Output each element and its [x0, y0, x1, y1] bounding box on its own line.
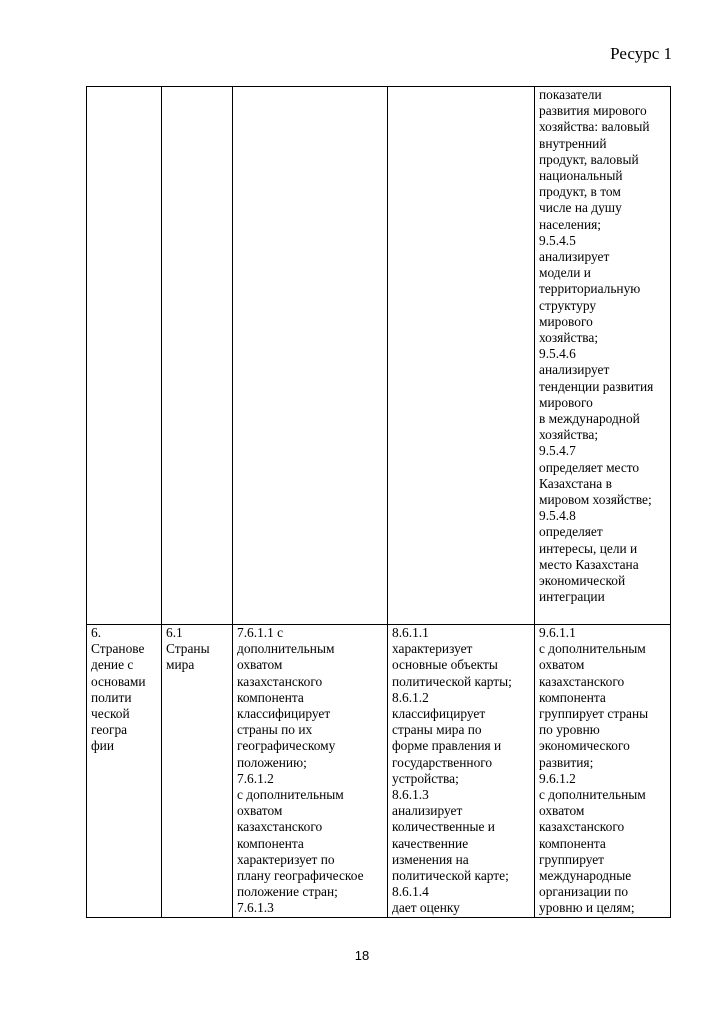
table-row — [87, 87, 671, 625]
page-number: 18 — [354, 948, 370, 963]
resource-header: Ресурс 1 — [610, 44, 672, 63]
grade8-goals-cell — [388, 87, 535, 625]
grade7-goals-cell — [233, 87, 388, 625]
grade8-goals-cell: 8.6.1.1 характеризует основные объекты политической карты; 8.6.1.2 классифицирует страны мира по форме правления и государственного устройства; 8.6.1.3 анализирует количественные и качественние изменения на политической карте; 8.6.1.4 дает оценку — [388, 625, 535, 918]
subsection-cell: 6.1 Страны мира — [162, 625, 233, 918]
table-row — [87, 625, 671, 918]
grade9-goals-cell: 9.6.1.1 с дополнительным охватом казахстанского компонента группирует страны по уровню экономического развития; 9.6.1.2 с дополнительным охватом казахстанского компонента группирует международные организации по уровню и целям; — [535, 625, 671, 918]
curriculum-table — [86, 86, 671, 918]
subsection-cell — [162, 87, 233, 625]
grade7-goals-cell: 7.6.1.1 с дополнительным охватом казахстанского компонента классифицирует страны по их географическому положению; 7.6.1.2 с дополнительным охватом казахстанского компонента характеризует по плану географическое положение стран; 7.6.1.3 — [233, 625, 388, 918]
section-cell — [87, 87, 162, 625]
grade9-goals-cell: показатели развития мирового хозяйства: валовый внутренний продукт, валовый национальный продукт, в том числе на душу населения; 9.5.4.5 анализирует модели и территориальную структуру мирового хозяйства; 9.5.4.6 анализирует тенденции развития мирового в международной хозяйства; 9.5.4.7 определяет место Казахстана в мировом хозяйстве; 9.5.4.8 определяет интересы, цели и место Казахстана экономической интеграции — [535, 87, 671, 625]
section-cell: 6. Странове дение с основами полити ческой геогра фии — [87, 625, 162, 918]
